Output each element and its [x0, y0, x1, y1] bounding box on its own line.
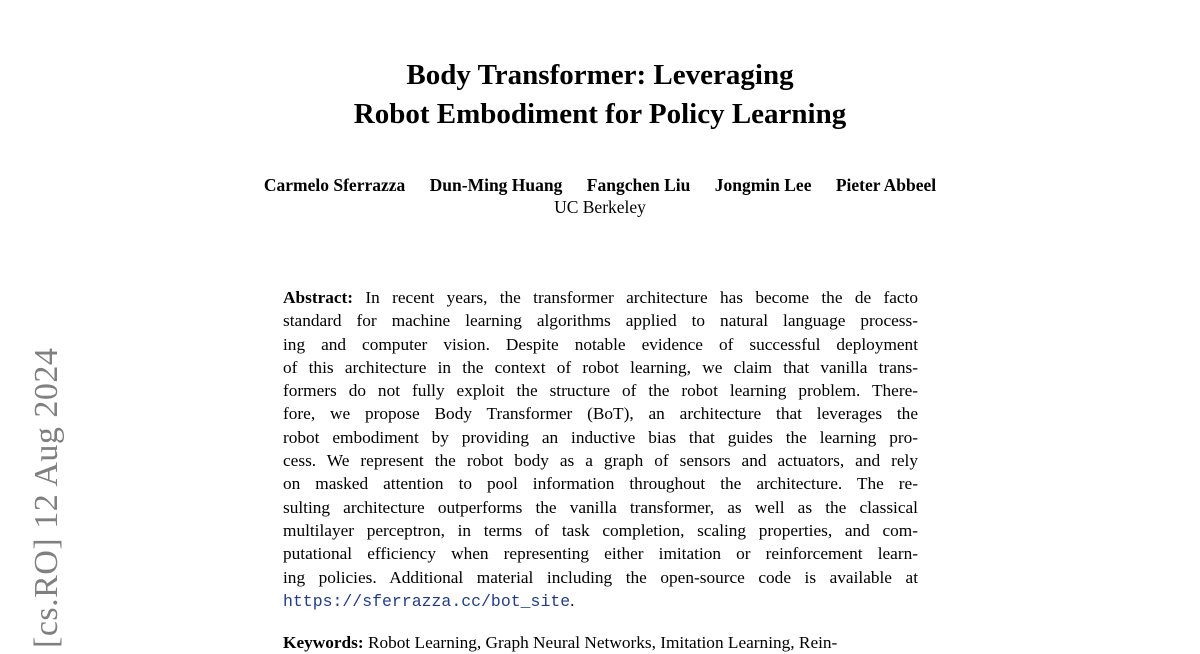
- keywords-text: Robot Learning, Graph Neural Networks, Imitation Learning, Rein-: [367, 633, 838, 652]
- abstract-line: ing policies. Additional material including the open-source code is available at: [283, 567, 918, 587]
- arxiv-stamp: [cs.RO] 12 Aug 2024: [28, 347, 65, 648]
- author-name: Fangchen Liu: [586, 175, 691, 195]
- keywords-label: Keywords:: [283, 633, 364, 652]
- abstract-line: ing and computer vision. Despite notable evidence of successful deployment: [283, 334, 918, 354]
- title-line-1: Body Transformer: Leveraging: [406, 59, 794, 91]
- title-line-2: Robot Embodiment for Policy Learning: [353, 98, 847, 130]
- abstract-line: of this architecture in the context of robot learning, we claim that vanilla trans-: [283, 357, 918, 377]
- project-site-link[interactable]: https://sferrazza.cc/bot_site: [283, 591, 571, 611]
- abstract-line: on masked attention to pool information throughout the architecture. The re-: [283, 474, 918, 494]
- affiliation: UC Berkeley: [554, 197, 646, 217]
- abstract-label: Abstract:: [283, 288, 354, 307]
- abstract-line: Abstract: In recent years, the transformer architecture has become the de facto: [283, 288, 918, 307]
- keywords: [283, 631, 918, 654]
- author-name: Carmelo Sferrazza: [263, 175, 406, 195]
- abstract-line: formers do not fully exploit the structure of the robot learning problem. There-: [283, 381, 918, 401]
- abstract-line: https://sferrazza.cc/bot_site.: [283, 590, 575, 611]
- abstract: [283, 286, 918, 612]
- author-name: Dun-Ming Huang: [429, 175, 563, 195]
- author-name: Pieter Abbeel: [835, 175, 937, 195]
- author-list: [0, 174, 1200, 196]
- paper-title: [0, 56, 1200, 134]
- abstract-line: putational efficiency when representing either imitation or reinforcement learn-: [283, 544, 918, 564]
- abstract-line: sulting architecture outperforms the vanilla transformer, as well as the classical: [283, 497, 918, 517]
- abstract-line: multilayer perceptron, in terms of task completion, scaling properties, and com-: [283, 520, 918, 540]
- abstract-line: standard for machine learning algorithms applied to natural language process-: [283, 311, 918, 331]
- author-name: Jongmin Lee: [714, 175, 812, 195]
- abstract-line: robot embodiment by providing an inductive bias that guides the learning pro-: [283, 427, 918, 447]
- abstract-line: fore, we propose Body Transformer (BoT), an architecture that leverages the: [283, 404, 918, 424]
- abstract-line: cess. We represent the robot body as a graph of sensors and actuators, and rely: [283, 451, 918, 471]
